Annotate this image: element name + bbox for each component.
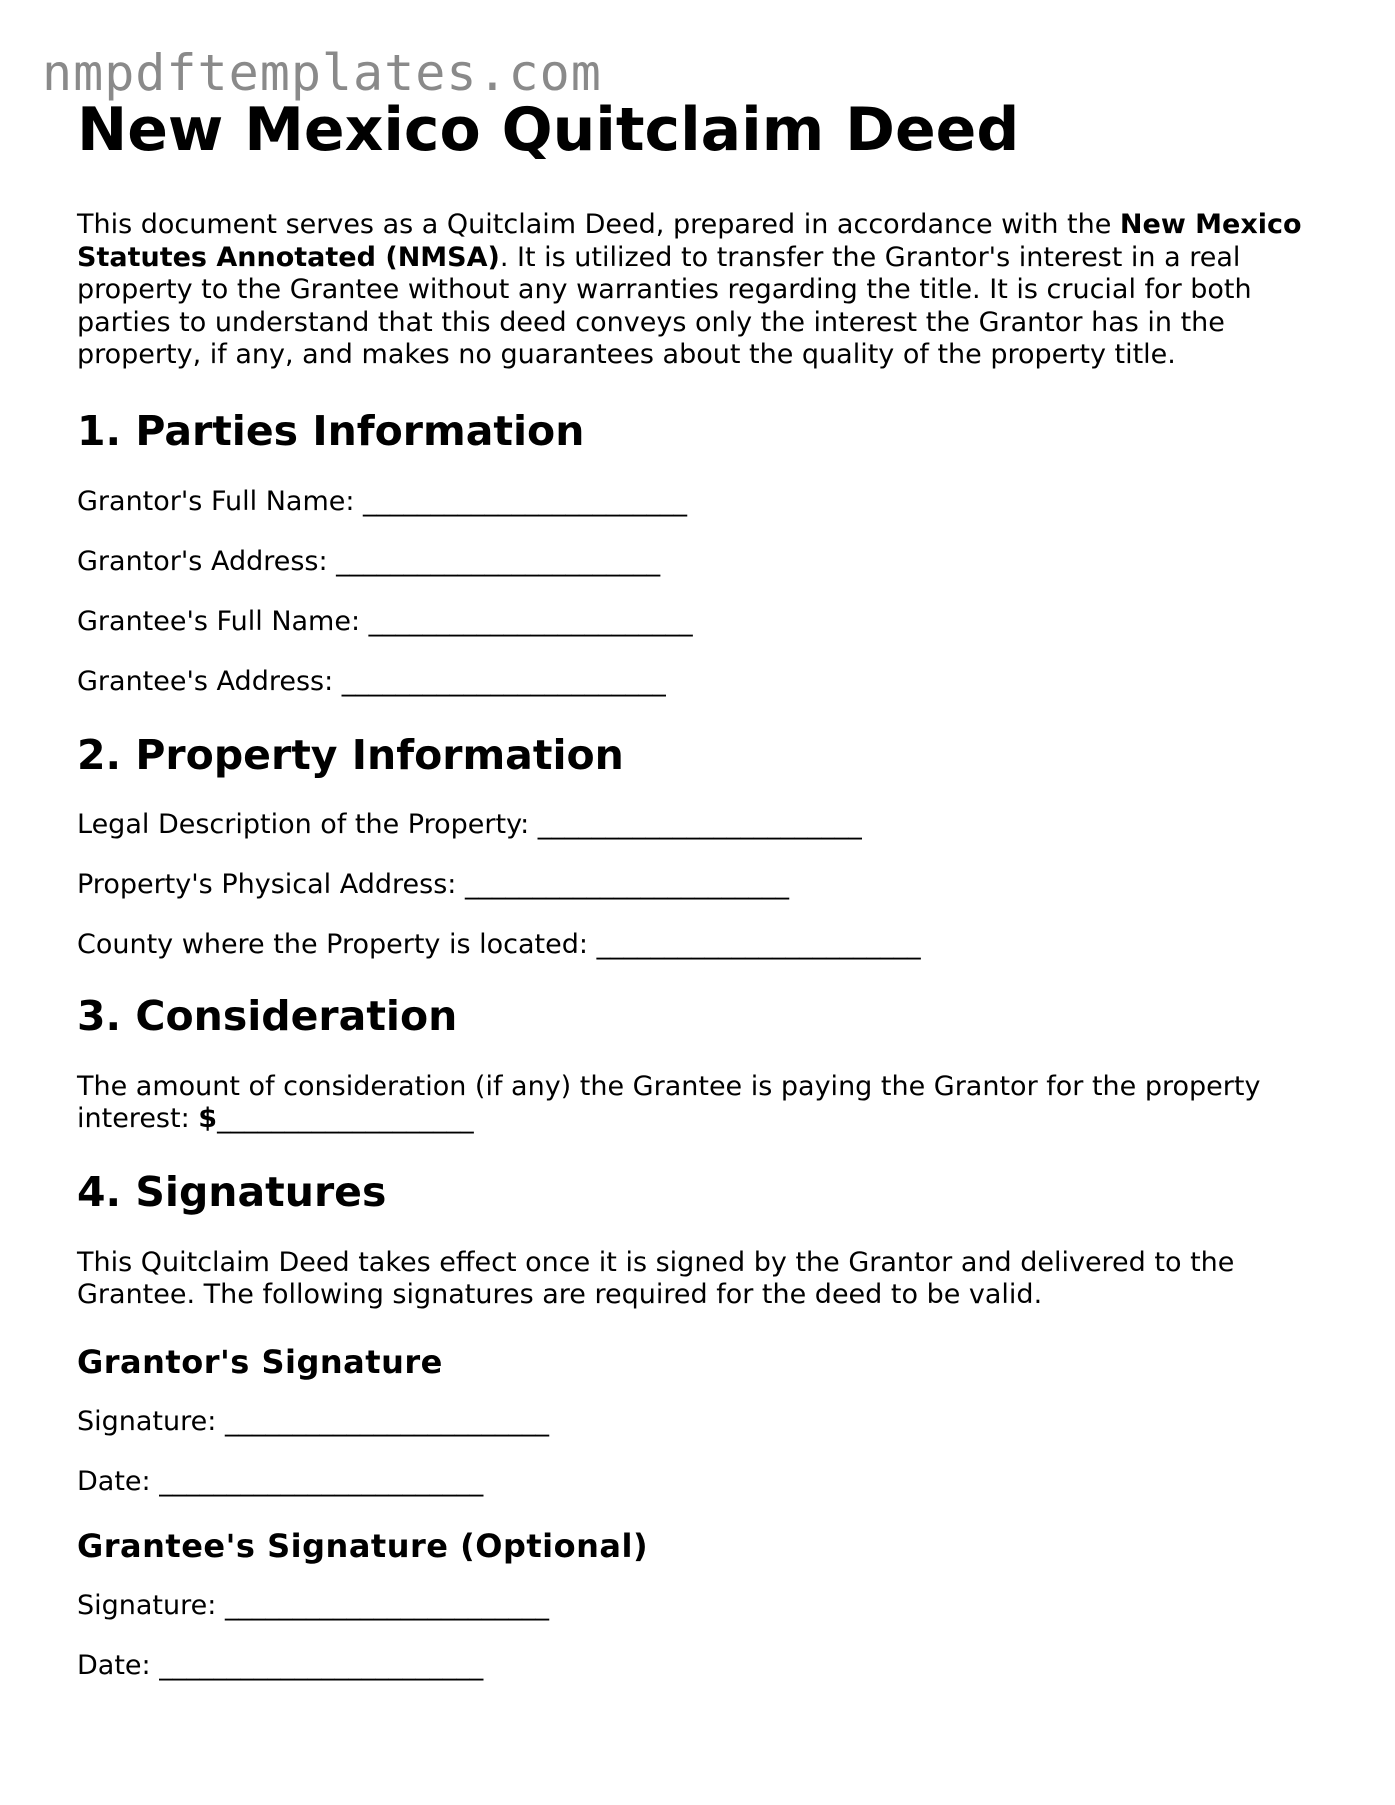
field-label: Date: [77,1649,160,1681]
document-title: New Mexico Quitclaim Deed [77,95,1020,165]
intro-paragraph [77,209,1327,372]
intro-statute: New Mexico Statutes Annotated (NMSA) [77,209,1302,273]
field-blank[interactable]: ________________________ [224,1405,549,1437]
field-physical-address[interactable] [77,869,1327,901]
field-blank[interactable]: ________________________ [159,1465,484,1497]
intro-text-1: This document serves as a Quitclaim Deed, prepared in accordance with the [77,209,1120,240]
field-blank[interactable]: ________________________ [363,485,688,517]
intro-text-2: . It is utilized to transfer the Grantor's interest in a real property to the Grantee without any warranties regarding the title. It is crucial for both parties to understand that this deed conveys only the interest the Grantor has in the property, if any, and makes no guarantees about the quality of the property title. [77,241,1252,370]
watermark: nmpdftemplates.com [42,44,602,102]
field-label: Legal Description of the Property: [77,808,538,840]
field-label: Grantor's Address: [77,545,337,577]
consideration-amount-blank[interactable]: ___________________ [217,1103,474,1134]
field-label: Property's Physical Address: [77,868,465,900]
field-blank[interactable]: ________________________ [341,665,666,697]
field-label: Date: [77,1465,160,1497]
field-blank[interactable]: ________________________ [336,545,661,577]
currency-symbol: $ [198,1103,218,1134]
field-grantor-address[interactable] [77,546,1327,578]
grantor-signature-heading: Grantor's Signature [77,1342,443,1381]
field-grantor-name[interactable] [77,486,1327,518]
section-heading-parties: 1. Parties Information [77,406,585,455]
field-grantee-signature[interactable] [77,1590,1327,1622]
field-label: County where the Property is located: [77,928,597,960]
document [77,90,1327,1682]
consideration-paragraph [77,1071,1327,1136]
field-blank[interactable]: ________________________ [224,1589,549,1621]
field-label: Grantor's Full Name: [77,485,364,517]
field-legal-description[interactable] [77,809,1327,841]
section-heading-consideration: 3. Consideration [77,991,458,1040]
field-label: Grantee's Full Name: [77,605,369,637]
grantee-signature-heading: Grantee's Signature (Optional) [77,1526,649,1565]
field-grantee-address[interactable] [77,666,1327,698]
field-grantor-signature[interactable] [77,1406,1327,1438]
field-blank[interactable]: ________________________ [537,808,862,840]
field-label: Grantee's Address: [77,665,342,697]
consideration-text: The amount of consideration (if any) the Grantee is paying the Grantor for the property interest: [77,1070,1261,1134]
field-grantee-name[interactable] [77,606,1327,638]
field-blank[interactable]: ________________________ [464,868,789,900]
section-heading-property: 2. Property Information [77,730,624,779]
field-blank[interactable]: ________________________ [596,928,921,960]
section-heading-signatures: 4. Signatures [77,1167,387,1216]
field-county[interactable] [77,929,1327,961]
signatures-paragraph: This Quitclaim Deed takes effect once it is signed by the Grantor and delivered to the Grantee. The following signatures are required for the deed to be valid. [77,1246,1235,1310]
field-label: Signature: [77,1589,225,1621]
field-grantee-date[interactable] [77,1650,1327,1682]
field-blank[interactable]: ________________________ [159,1649,484,1681]
field-grantor-date[interactable] [77,1466,1327,1498]
field-label: Signature: [77,1405,225,1437]
field-blank[interactable]: ________________________ [368,605,693,637]
